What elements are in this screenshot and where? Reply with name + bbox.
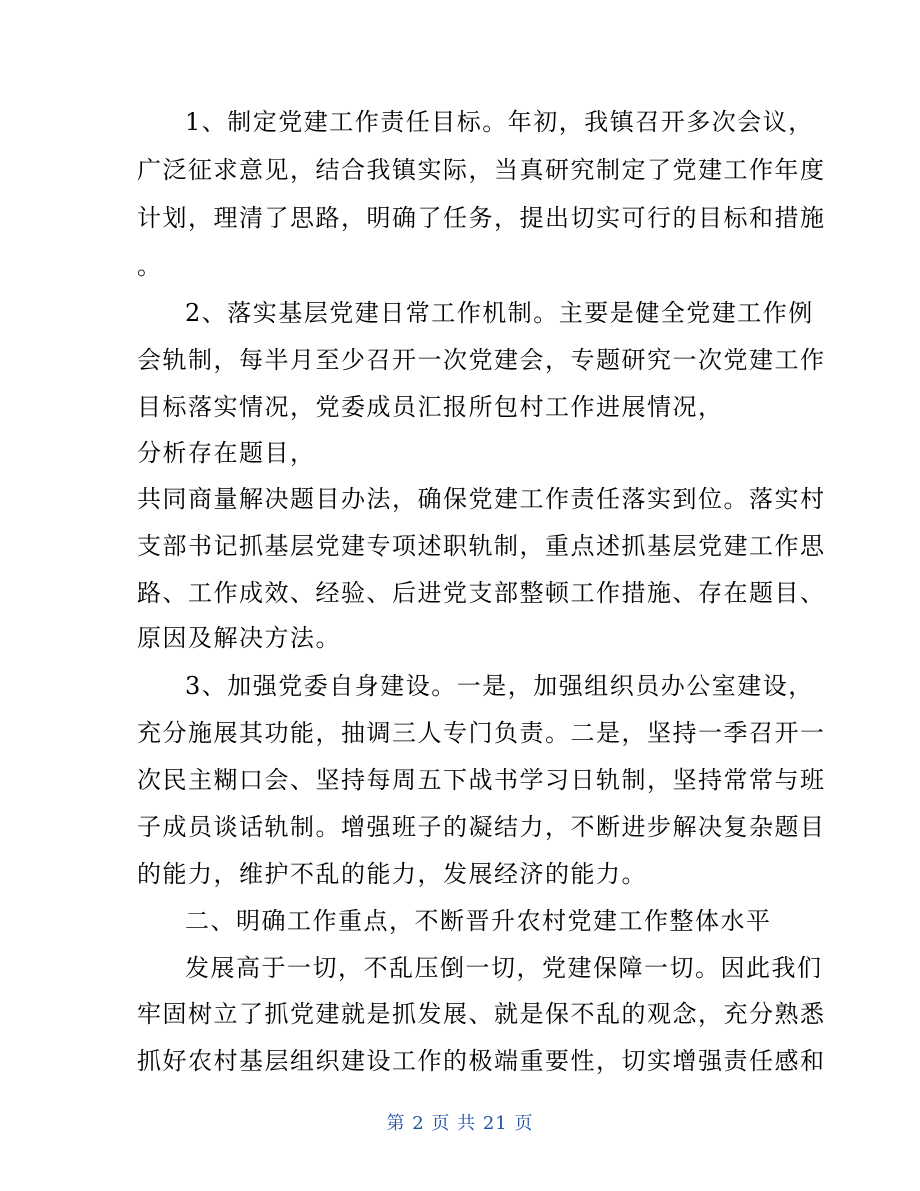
text-line: 计划，理清了思路，明确了任务，提出切实可行的目标和措施 — [137, 204, 826, 232]
text-line: 充分施展其功能，抽调三人专门负责。二是，坚持一季召开一 — [137, 719, 826, 747]
text-line: 支部书记抓基层党建专项述职轨制，重点述抓基层党建工作思 — [137, 532, 826, 560]
text-line: 次民主糊口会、坚持每周五下战书学习日轨制，坚持常常与班 — [137, 766, 826, 794]
text-line: 牢固树立了抓党建就是抓发展、就是保不乱的观念，充分熟悉 — [137, 1000, 826, 1028]
text-line: 3、加强党委自身建设。一是，加强组织员办公室建设， — [185, 672, 814, 700]
text-line: 路、工作成效、经验、后进党支部整顿工作措施、存在题目、 — [137, 579, 826, 607]
text-line: 分析存在题目， — [137, 439, 316, 467]
text-line: 子成员谈话轨制。增强班子的凝结力，不断进步解决复杂题目 — [137, 813, 826, 841]
section-heading: 二、明确工作重点，不断晋升农村党建工作整体水平 — [185, 907, 772, 935]
text-line: 原因及解决方法。 — [137, 624, 341, 652]
text-line: 广泛征求意见，结合我镇实际，当真研究制定了党建工作年度 — [137, 156, 826, 184]
text-line: 目标落实情况，党委成员汇报所包村工作进展情况， — [137, 393, 724, 421]
text-line: 共同商量解决题目办法，确保党建工作责任落实到位。落实村 — [137, 485, 826, 513]
page-number-footer: 第 2 页 共 21 页 — [386, 1113, 534, 1134]
text-line: 2、落实基层党建日常工作机制。主要是健全党建工作例 — [185, 299, 814, 327]
text-line: 抓好农村基层组织建设工作的极端重要性，切实增强责任感和 — [137, 1047, 826, 1075]
text-line: 1、制定党建工作责任目标。年初，我镇召开多次会议， — [185, 108, 814, 136]
text-line: 的能力，维护不乱的能力，发展经济的能力。 — [137, 860, 647, 888]
text-line: 。 — [137, 252, 163, 280]
text-line: 发展高于一切，不乱压倒一切，党建保障一切。因此我们 — [185, 954, 823, 982]
text-line: 会轨制，每半月至少召开一次党建会，专题研究一次党建工作 — [137, 346, 826, 374]
